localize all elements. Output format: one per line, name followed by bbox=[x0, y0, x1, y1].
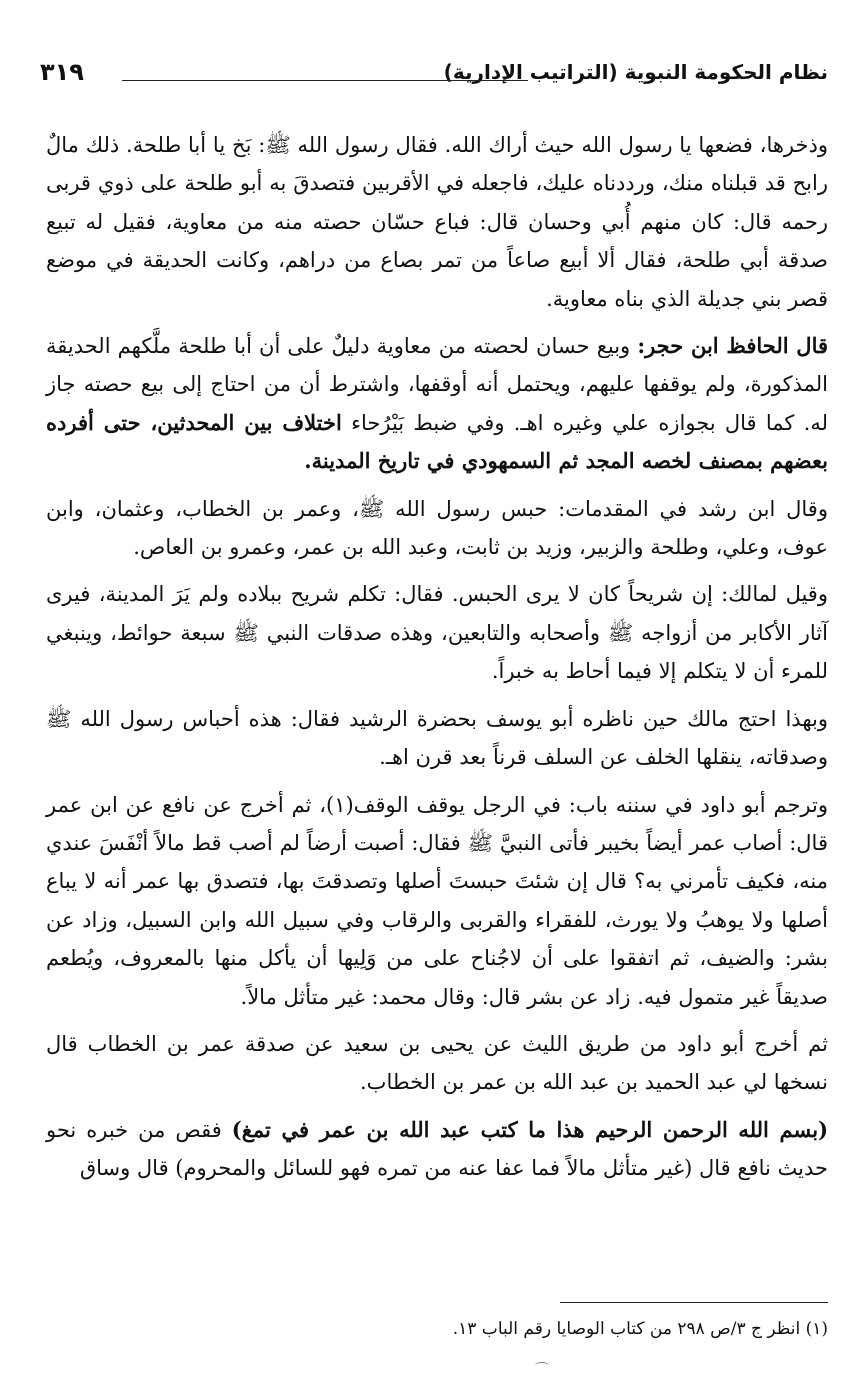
main-text bbox=[46, 126, 828, 1197]
footnote-rule bbox=[560, 1302, 828, 1303]
paragraph bbox=[46, 126, 828, 318]
paragraph-text: ثم أخرج أبو داود من طريق الليث عن يحيى بن سعيد عن صدقة عمر بن الخطاب قال نسخها لي عبد الحميد بن عبد الله بن عمر بن الخطاب. bbox=[46, 1031, 828, 1095]
header-rule bbox=[122, 80, 528, 81]
paragraph-text: وقال ابن رشد في المقدمات: حبس رسول الله ﷺ، وعمر بن الخطاب، وعثمان، وابن عوف، وعلي، وطلحة والزبير، وزيد بن ثابت، وعبد الله بن عمر، وعمرو بن العاص. bbox=[46, 496, 828, 560]
page-mark bbox=[535, 1362, 549, 1369]
running-title: نظام الحكومة النبوية (التراتيب الإدارية) bbox=[443, 60, 828, 84]
paragraph bbox=[46, 1025, 828, 1102]
paragraph-tail: اختلاف بين المحدثين، حتى أفرده بعضهم بمصنف لخصه المجد ثم السمهودي في تاريخ المدينة. bbox=[46, 409, 828, 474]
footnote: (١) انظر ج ٣/ص ٢٩٨ من كتاب الوصايا رقم الباب ١٣. bbox=[452, 1319, 828, 1339]
paragraph-text: وقيل لمالك: إن شريحاً كان لا يرى الحبس. فقال: تكلم شريح ببلاده ولم يَرَ المدينة، فيرى آثار الأكابر من أزواجه ﷺ وأصحابه والتابعين، وهذه صدقات النبي ﷺ سبعة حوائط، وينبغي للمرء أن لا يتكلم إلا فيما أحاط به خبراً. bbox=[46, 582, 828, 684]
paragraph bbox=[46, 490, 828, 567]
paragraph-text: وبهذا احتج مالك حين ناظره أبو يوسف بحضرة الرشيد فقال: هذه أحباس رسول الله ﷺ وصدقاته، ينقلها الخلف عن السلف قرناً بعد قرن اهـ. bbox=[46, 706, 828, 770]
paragraph-text: فقص من خبره نحو حديث نافع قال (غير متأثل مالاً فما عفا عنه من تمره فهو للسائل والمحروم) قال وساق bbox=[46, 1117, 828, 1181]
paragraph bbox=[46, 575, 828, 690]
paragraph bbox=[46, 327, 828, 481]
paragraph-text: وترجم أبو داود في سننه باب: في الرجل يوقف الوقف(١)، ثم أخرج عن نافع عن ابن عمر قال: أصاب عمر أيضاً بخيبر فأتى النبيَّ ﷺ فقال: أصبت أرضاً لم أصب قط مالاً أنْفَسَ عندي منه، فكيف تأمرني به؟ قال إن شئتَ حبستَ أصلها وتصدقتَ بها، فتصدق بها عمر أنه لا يباع أصلها ولا يوهبُ ولا يورث، للفقراء والقربى والرقاب وفي سبيل الله وابن السبيل، وزاد عن بشر: والضيف، ثم اتفقوا على أن لاجُناح على من وَلِيها أن يأكل منها بالمعروف، ويُطعم صديقاً غير متمول فيه. زاد عن بشر قال: وقال محمد: غير متأثل مالاً. bbox=[46, 792, 829, 1009]
paragraph-text: وبيع حسان لحصته من معاوية دليلٌ على أن أبا طلحة ملَّكهم الحديقة المذكورة، ولم يوقفها عليهم، ويحتمل أنه أوقفها، واشترط أن من احتاج إلى بيع حصته جاز له. كما قال بجوازه علي وغيره اهـ. وفي ضبط بَيْرُحاء bbox=[46, 334, 829, 435]
page-header bbox=[40, 58, 828, 92]
paragraph bbox=[46, 786, 828, 1016]
page-number: ٣١٩ bbox=[40, 58, 84, 86]
paragraph bbox=[46, 700, 828, 777]
paragraph bbox=[46, 1111, 828, 1188]
paragraph-lead: (بسم الله الرحمن الرحيم هذا ما كتب عبد الله بن عمر في تمغ) bbox=[231, 1116, 829, 1142]
paragraph-lead: قال الحافظ ابن حجر: bbox=[637, 333, 828, 359]
paragraph-text: وذخرها، فضعها يا رسول الله حيث أراك الله. فقال رسول الله ﷺ: بَخ يا أبا طلحة. ذلك مالٌ رابح قد قبلناه منك، ورددناه عليك، فاجعله في الأقربين فتصدقَ به أبو طلحة على ذوي قربى رحمه قال: كان منهم أُبي وحسان قال: فباع حسّان حصته منه من معاوية، فقيل له تبيع صدقة أبي طلحة، فقال ألا أبيع صاعاً من تمر بصاع من دراهم، وكانت الحديقة في موضع قصر بني جديلة الذي بناه معاوية. bbox=[46, 133, 828, 311]
